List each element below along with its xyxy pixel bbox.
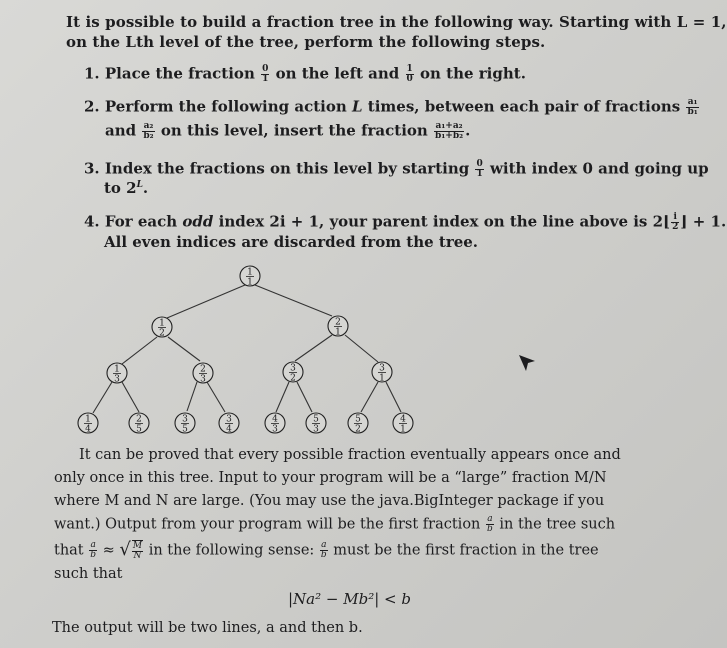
- edge: [297, 382, 312, 412]
- node-numerator: 3: [290, 363, 296, 374]
- node-denominator: 2: [159, 328, 165, 339]
- edge: [93, 382, 112, 413]
- frac-num: a: [487, 514, 493, 524]
- frac-num: 0: [476, 159, 483, 169]
- tree-edges: [93, 285, 401, 413]
- node-numerator: 1: [114, 364, 120, 375]
- fraction-a-over-b: [486, 515, 494, 534]
- edge: [255, 285, 332, 316]
- node-numerator: 4: [400, 414, 406, 425]
- step-4-odd: odd: [182, 212, 214, 231]
- step-2-text-c: on this level, insert the fraction: [160, 121, 428, 140]
- node-denominator: 5: [182, 424, 188, 435]
- edge: [207, 382, 225, 412]
- para-line-1: It can be proved that every possible fraction eventually appears once and: [79, 447, 621, 463]
- node-numerator: 5: [355, 414, 361, 425]
- edge: [386, 382, 401, 412]
- tree-node-3-4: [219, 413, 239, 435]
- step-2-period: .: [465, 121, 471, 140]
- node-denominator: 2: [355, 424, 361, 435]
- step-2-text-a: Perform the following action: [104, 97, 347, 116]
- node-denominator: 2: [290, 373, 296, 384]
- node-numerator: 2: [136, 414, 142, 425]
- edge: [122, 337, 157, 364]
- node-numerator: 2: [335, 317, 341, 328]
- intro-l-equals: L = 1,: [676, 13, 727, 31]
- step-4-text-c: ⌋ + 1.: [680, 212, 727, 231]
- frac-den: N: [133, 551, 142, 561]
- node-numerator: 5: [313, 414, 319, 425]
- step-4-number: 4.: [84, 212, 100, 231]
- intro-line-2: on the Lth level of the tree, perform the following steps.: [66, 33, 546, 51]
- frac-num: a₂: [143, 121, 154, 131]
- tree-node-2-5: [129, 413, 149, 435]
- para-line-5-a: that: [54, 542, 84, 559]
- edge: [295, 335, 332, 361]
- step-4-line-2: All even indices are discarded from the tree.: [104, 233, 479, 251]
- para-line-4-a: want.) Output from your program will be the first fraction: [54, 516, 481, 533]
- arrow-cursor-icon: [516, 352, 538, 374]
- frac-den: 1: [262, 74, 269, 84]
- edge: [168, 337, 200, 361]
- step-1-text-a: Place the fraction: [104, 64, 255, 83]
- para-line-3: where M and N are large. (You may use the java.BigInteger package if you: [54, 493, 605, 509]
- node-denominator: 3: [114, 374, 120, 385]
- fraction-a-over-b: [89, 541, 97, 560]
- node-numerator: 2: [200, 364, 206, 375]
- para-line-6: such that: [54, 566, 123, 582]
- frac-num: a: [90, 540, 96, 550]
- node-denominator: 4: [226, 424, 232, 435]
- node-denominator: 3: [313, 424, 319, 435]
- node-denominator: 1: [379, 373, 385, 384]
- intro-text-1: It is possible to build a fraction tree in the following way. Starting with: [66, 13, 672, 31]
- frac-num: a: [321, 540, 327, 550]
- frac-num: 1: [406, 64, 413, 74]
- node-numerator: 4: [272, 414, 278, 425]
- frac-den: 0: [406, 74, 413, 84]
- frac-den: b: [487, 524, 493, 534]
- step-4-text-b: index 2i + 1, your parent index on the line above is 2⌊: [218, 212, 671, 231]
- node-numerator: 1: [247, 267, 253, 278]
- frac-num: i: [671, 213, 679, 223]
- tree-node-4-1: [393, 413, 413, 435]
- step-2-variable-l: L: [352, 97, 363, 116]
- node-denominator: 1: [247, 277, 253, 288]
- fraction-a-over-b: [320, 541, 328, 560]
- step-4-text-a: For each: [104, 212, 178, 231]
- node-denominator: 4: [85, 424, 91, 435]
- tree-node-4-3: [265, 413, 285, 435]
- step-3-text-c: to 2: [104, 179, 137, 197]
- node-denominator: 1: [335, 327, 341, 338]
- frac-den: b: [320, 550, 327, 560]
- tree-node-2-1: [328, 316, 348, 338]
- step-3-superscript: L: [136, 180, 143, 190]
- frac-den: b: [90, 550, 97, 560]
- step-1-text-c: on the right.: [420, 64, 526, 83]
- para-line-5: [54, 540, 599, 561]
- para-line-5-d: must be the first fraction in the tree: [333, 542, 599, 559]
- edge: [345, 335, 378, 362]
- tree-node-2-3: [193, 363, 213, 385]
- edge: [122, 382, 139, 412]
- step-3-number: 3.: [84, 159, 100, 178]
- tree-node-3-5: [175, 413, 195, 435]
- step-3-text-b: with index 0 and going up: [489, 159, 709, 178]
- step-2-text-b: times, between each pair of fractions: [367, 97, 681, 116]
- edge: [167, 285, 245, 318]
- frac-den: b₂: [143, 131, 154, 141]
- step-2-and: and: [105, 121, 137, 140]
- step-3-period: .: [142, 179, 149, 197]
- sqrt-m-over-n: √ $\frac{M}{N}$: [119, 539, 143, 561]
- frac-den: 1: [476, 169, 483, 179]
- node-numerator: 3: [379, 363, 385, 374]
- node-numerator: 1: [85, 414, 91, 425]
- tree-node-5-3: [306, 413, 326, 435]
- edge: [187, 382, 197, 411]
- tree-node-3-2: [283, 362, 303, 384]
- para-line-4-b: in the tree such: [499, 516, 616, 533]
- node-numerator: 1: [159, 318, 165, 329]
- node-numerator: 3: [182, 414, 188, 425]
- tree-node-1-4: [78, 413, 98, 435]
- tree-node-1-2: [152, 317, 172, 339]
- node-denominator: 5: [136, 424, 142, 435]
- frac-num: a₁: [687, 97, 698, 107]
- output-line: The output will be two lines, a and then b.: [52, 620, 363, 636]
- tree-node-5-2: [348, 413, 368, 435]
- approx-symbol: ≈: [102, 542, 115, 559]
- frac-den: 2: [672, 222, 679, 232]
- step-1-text-b: on the left and: [275, 64, 400, 83]
- sqrt-fraction: [132, 540, 143, 561]
- frac-den: b₁: [687, 107, 698, 117]
- frac-num: M: [132, 541, 143, 551]
- step-2-number: 2.: [84, 97, 100, 116]
- step-3-text-a: Index the fractions on this level by starting: [104, 159, 470, 178]
- step-1-number: 1.: [84, 64, 100, 83]
- inequality: |Na² − Mb²| < b: [288, 590, 411, 608]
- tree-node-1-3: [107, 363, 127, 385]
- edge: [361, 382, 378, 412]
- frac-num: a₁+a₂: [435, 121, 463, 131]
- node-denominator: 1: [400, 424, 406, 435]
- frac-num: 0: [262, 64, 269, 74]
- node-denominator: 3: [200, 374, 206, 385]
- tree-node-3-1: [372, 362, 392, 384]
- frac-den: b₁+b₂: [435, 131, 464, 141]
- tree-node-1-1: [240, 266, 260, 288]
- edge: [276, 382, 289, 412]
- para-line-2: only once in this tree. Input to your program will be a “large” fraction M/N: [54, 470, 607, 486]
- node-numerator: 3: [226, 414, 232, 425]
- node-denominator: 3: [272, 424, 278, 435]
- para-line-5-c: in the following sense:: [148, 542, 315, 559]
- para-line-4: [54, 515, 615, 534]
